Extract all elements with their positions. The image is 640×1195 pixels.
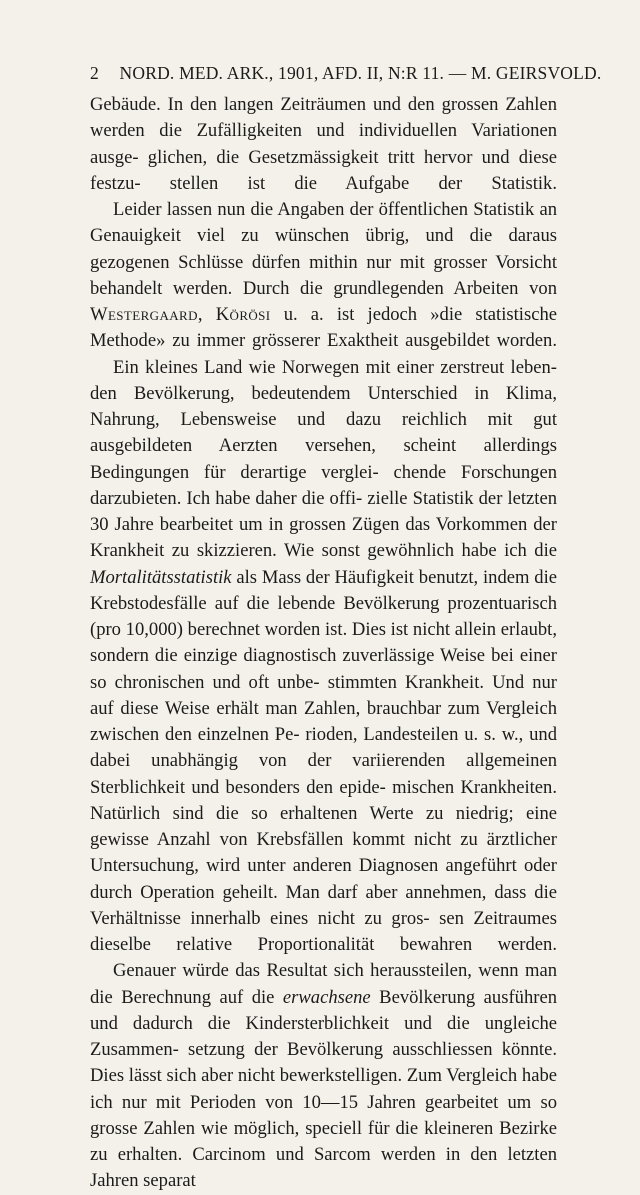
body-text [90,92,557,1195]
paragraph-2 [90,197,557,355]
running-header [90,63,602,84]
text-segment: Leider lassen nun die Angaben der öffentlichen Statistik an Genauigkeit viel zu wünschen übrig, und die daraus gezogenen Schlüsse dürfen mithin nur mit grosser Vorsicht behandelt werden. Durch die grundlegenden Arbeiten von [90,199,557,299]
emphasis-erwachsene: erwachsene [282,986,371,1008]
paragraph-1 [90,92,557,197]
text-segment: Bevölkerung ausführen und dadurch die Kindersterblichkeit und die ungleiche Zusammen- setzung der Bevölkerung ausschliessen könnte. Dies lässt sich aber nicht bewerkstelligen. Zum Vergleich habe ich nur mit Perioden von 10—15 Jahren gearbeitet um so grosse Zahlen wie möglich, speciell für die kleineren Bezirke zu erhalten. Carcinom und Sarcom werden in den letzten Jahren separat [90,986,557,1192]
text-segment: , [197,304,216,325]
text-segment: als Mass der Häufigkeit benutzt, indem die Krebstodesfälle auf die lebende Bevölkerung prozentuarisch (pro 10,000) berechnet worden ist. Dies ist nicht allein erlaubt, sondern die einzige diagnostisch zuverlässige Weise bei einer so chronischen und oft unbe- stimmten Krankheit. Und nur auf diese Weise erhält man Zahlen, brauchbar zum Vergleich zwischen den einzelnen Pe- rioden, Landesteilen u. s. w., und dabei unabhängig von der variierenden allgemeinen Sterblichkeit und besonders den epide- mischen Krankheiten. Natürlich sind die so erhaltenen Werte zu niedrig; eine gewisse Anzahl von Krebsfällen kommt nicht zu ärztlicher Untersuchung, wird unter anderen Diagnosen angeführt oder durch Operation geheilt. Man darf aber annehmen, dass die Verhältnisse innerhalb eines nicht zu gros- sen Zeitraumes dieselbe relative Proportionalität bewahren werden. [90,566,557,955]
page-number: 2 [90,63,99,83]
text-segment: u. a. ist jedoch »die statistische Methode» zu immer grösserer Exaktheit ausgebildet worden. [90,304,557,352]
paragraph-4 [90,958,557,1194]
text-segment: Gebäude. In den langen Zeiträumen und den grossen Zahlen werden die Zufälligkeiten und individuellen Variationen ausge- glichen, die Gesetzmässigkeit tritt hervor und diese festzu- stellen ist die Aufgabe der Statistik. [90,94,557,194]
text-segment: Genauer würde das Resultat sich heraussteilen, wenn man die Berechnung auf die [90,960,557,1008]
paragraph-3 [90,355,557,959]
author-name-korosi: Körösi [215,304,271,325]
emphasis-mortalitatsstatistik: Mortalitätsstatistik [90,566,232,588]
author-name-westergaard: Westergaard [90,304,198,325]
running-title: NORD. MED. ARK., 1901, AFD. II, N:R 11. — M. GEIRSVOLD. [119,63,602,83]
text-segment: Ein kleines Land wie Norwegen mit einer zerstreut leben- den Bevölkerung, bedeutendem Unterschied in Klima, Nahrung, Lebensweise und dazu reichlich mit gut ausgebildeten Aerzten versehen, scheint allerdings Bedingungen für derartige verglei- chende Forschungen darzubieten. Ich habe daher die offi- zielle Statistik der letzten 30 Jahre bearbeitet um in grossen Zügen das Vorkommen der Krankheit zu skizzieren. Wie sonst gewöhnlich habe ich die [90,356,557,562]
